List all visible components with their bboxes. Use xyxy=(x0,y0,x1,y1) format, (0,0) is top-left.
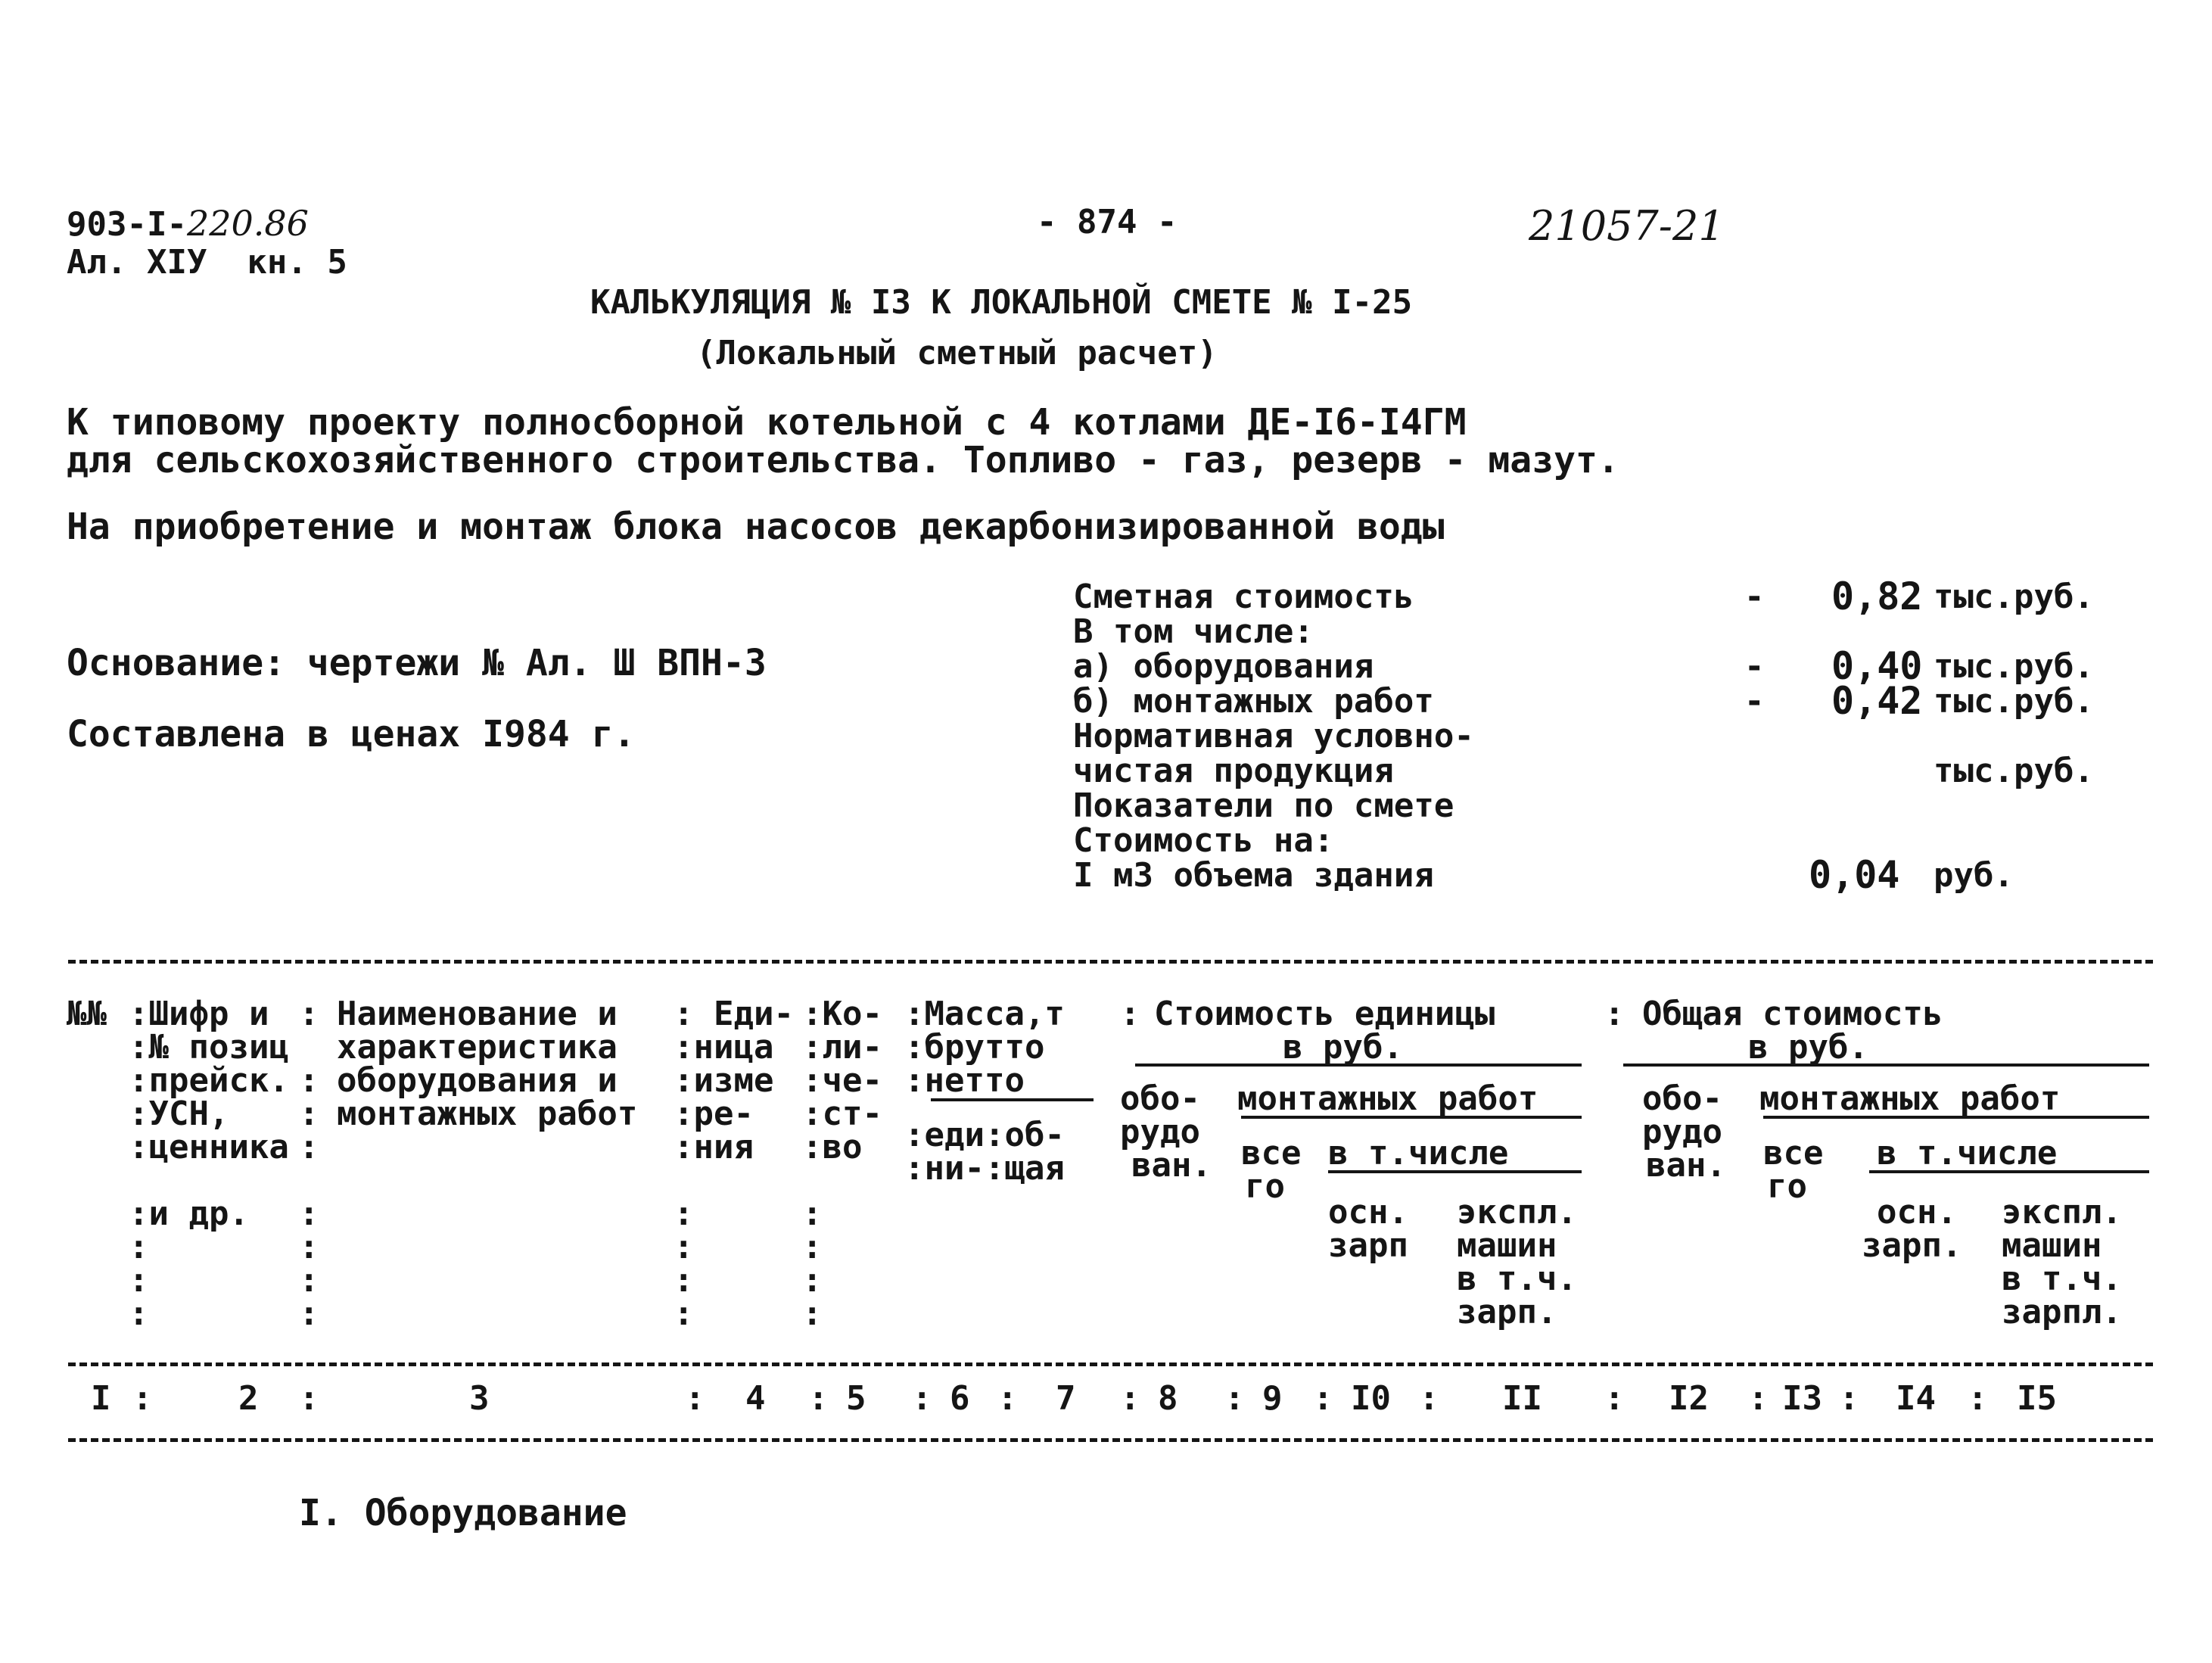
col-code-header: :УСН, xyxy=(129,1095,229,1133)
column-number: II xyxy=(1502,1379,1542,1418)
col-base-wage-header: осн. xyxy=(1328,1193,1408,1232)
document-code-prefix: 903-I- xyxy=(67,205,187,244)
col-separator: : xyxy=(1604,1379,1625,1418)
basis-line: Основание: чертежи № Ал. Ш ВПН-3 xyxy=(67,642,767,684)
column-number: 5 xyxy=(846,1379,866,1418)
col-mass-header: :нетто xyxy=(904,1061,1025,1100)
col-equip-header: обо- xyxy=(1120,1079,1200,1118)
col-unit-header: :ния xyxy=(674,1128,754,1166)
col-code-header: :Шифр и xyxy=(129,995,269,1033)
col-name-header: Наименование и xyxy=(337,995,618,1033)
summary-label: Нормативная условно- xyxy=(1073,717,1474,755)
column-number: 6 xyxy=(950,1379,970,1418)
summary-unit: тыс.руб. xyxy=(1934,647,2094,686)
summary-unit: тыс.руб. xyxy=(1934,578,2094,616)
col-incl-header: в т.числе xyxy=(1877,1134,2058,1173)
col-separator: : xyxy=(299,1294,319,1333)
col-qty-header: :ст- xyxy=(802,1095,882,1133)
unit-cost-subheader: в руб. xyxy=(1283,1028,1403,1067)
summary-label: Сметная стоимость xyxy=(1073,578,1414,616)
summary-label: б) монтажных работ xyxy=(1073,682,1434,721)
column-number: I3 xyxy=(1782,1379,1822,1418)
col-separator: : xyxy=(299,1261,319,1300)
col-qty-header: :во xyxy=(802,1128,863,1166)
summary-label: Показатели по смете xyxy=(1073,786,1454,825)
col-separator: : xyxy=(997,1379,1018,1418)
col-base-wage-header: зарп xyxy=(1328,1226,1408,1265)
document-code-handwritten: 220.86 xyxy=(186,203,309,244)
summary-value: 0,40 xyxy=(1831,644,1923,688)
col-code-header: :№ позиц xyxy=(129,1028,289,1067)
col-separator: : xyxy=(1968,1379,1988,1418)
col-separator: : xyxy=(674,1228,694,1266)
total-cost-subheader: в руб. xyxy=(1748,1028,1868,1067)
summary-label: I м3 объема здания xyxy=(1073,856,1434,895)
page-title: КАЛЬКУЛЯЦИЯ № I3 К ЛОКАЛЬНОЙ СМЕТЕ № I-25 xyxy=(590,283,1413,322)
prices-line: Составлена в ценах I984 г. xyxy=(67,713,636,755)
col-total-header: все xyxy=(1763,1134,1824,1173)
col-separator: : xyxy=(1604,995,1625,1033)
col-mass-sub-header: :ни-:щая xyxy=(904,1149,1065,1188)
col-unit-header: :ре- xyxy=(674,1095,754,1133)
col-separator: : xyxy=(299,1379,319,1418)
col-qty-header: :ли- xyxy=(802,1028,882,1067)
column-number: 7 xyxy=(1056,1379,1076,1418)
col-separator: : xyxy=(299,995,319,1033)
col-separator: : xyxy=(1120,1379,1140,1418)
summary-dash: - xyxy=(1744,578,1765,616)
column-number: I xyxy=(91,1379,111,1418)
summary-value: 0,82 xyxy=(1831,575,1923,618)
col-mount-header: монтажных работ xyxy=(1237,1079,1538,1118)
col-code-header: : xyxy=(129,1261,149,1300)
album-line: Ал. XIУ кн. 5 xyxy=(67,243,347,282)
column-number: 2 xyxy=(238,1379,259,1418)
col-separator: : xyxy=(299,1128,319,1166)
col-separator: : xyxy=(912,1379,932,1418)
col-separator: : xyxy=(1120,995,1140,1033)
total-cost-underline xyxy=(1623,1064,2149,1067)
summary-label: а) оборудования xyxy=(1073,647,1374,686)
col-separator: : xyxy=(299,1061,319,1100)
col-separator: : xyxy=(802,1228,823,1266)
col-separator: : xyxy=(132,1379,153,1418)
col-number-header: №№ xyxy=(67,995,107,1033)
unit-cost-header: Стоимость единицы xyxy=(1154,995,1495,1033)
col-machine-header: зарп. xyxy=(1457,1293,1557,1331)
column-number: 3 xyxy=(469,1379,490,1418)
col-total-header: го xyxy=(1245,1167,1285,1206)
col-qty-header: :Ко- xyxy=(802,995,882,1033)
col-unit-header: :ница xyxy=(674,1028,774,1067)
summary-dash: - xyxy=(1744,682,1765,721)
col-machine-header: экспл. xyxy=(1457,1193,1577,1232)
col-separator: : xyxy=(1419,1379,1439,1418)
mass-underline xyxy=(931,1098,1094,1101)
summary-unit: тыс.руб. xyxy=(1934,752,2094,790)
summary-value: 0,42 xyxy=(1831,679,1923,723)
col-separator: : xyxy=(1313,1379,1333,1418)
summary-label: чистая продукция xyxy=(1073,752,1394,790)
col-machine-header: в т.ч. xyxy=(2002,1260,2122,1298)
col-machine-header: экспл. xyxy=(2002,1193,2122,1232)
col-equip-header: ван. xyxy=(1131,1146,1212,1185)
project-line-1: К типовому проекту полносборной котельной с 4 котлами ДЕ-I6-I4ГМ xyxy=(67,401,1467,444)
col-mount-header: монтажных работ xyxy=(1759,1079,2061,1118)
col-code-header: : xyxy=(129,1228,149,1266)
col-machine-header: в т.ч. xyxy=(1457,1260,1577,1298)
col-unit-header: :изме xyxy=(674,1061,774,1100)
col-equip-header: обо- xyxy=(1642,1079,1722,1118)
col-total-header: го xyxy=(1767,1167,1807,1206)
column-number: I2 xyxy=(1669,1379,1709,1418)
page-number: - 874 - xyxy=(1037,203,1178,241)
col-separator: : xyxy=(1748,1379,1769,1418)
column-number: I4 xyxy=(1896,1379,1936,1418)
col-separator: : xyxy=(674,1194,694,1233)
col-incl-header: в т.числе xyxy=(1328,1134,1509,1173)
column-numbers-bottom-rule xyxy=(68,1438,2153,1442)
col-code-header: :ценника xyxy=(129,1128,289,1166)
page-subtitle: (Локальный сметный расчет) xyxy=(696,334,1218,372)
mount-underline xyxy=(1763,1116,2149,1119)
col-equip-header: ван. xyxy=(1646,1146,1726,1185)
col-name-header: монтажных работ xyxy=(337,1095,638,1133)
col-mass-header: :Масса,т xyxy=(904,995,1065,1033)
col-machine-header: машин xyxy=(2002,1226,2102,1265)
incl-underline xyxy=(1869,1170,2149,1173)
col-equip-header: рудо xyxy=(1120,1113,1200,1151)
purpose-line: На приобретение и монтаж блока насосов декарбонизированной воды xyxy=(67,506,1445,548)
section-title: I. Оборудование xyxy=(299,1492,627,1534)
col-separator: : xyxy=(802,1194,823,1233)
column-number: 8 xyxy=(1158,1379,1178,1418)
column-numbers-top-rule xyxy=(68,1362,2153,1366)
col-separator: : xyxy=(299,1228,319,1266)
col-code-header: :и др. xyxy=(129,1194,249,1233)
col-separator: : xyxy=(299,1095,319,1133)
col-separator: : xyxy=(685,1379,705,1418)
col-name-header: характеристика xyxy=(337,1028,618,1067)
document-code xyxy=(67,203,309,244)
total-cost-header: Общая стоимость xyxy=(1642,995,1943,1033)
col-separator: : xyxy=(802,1261,823,1300)
col-base-wage-header: зарп. xyxy=(1862,1226,1962,1265)
col-qty-header: :че- xyxy=(802,1061,882,1100)
summary-unit: руб. xyxy=(1934,856,2014,895)
column-number: 9 xyxy=(1262,1379,1283,1418)
col-separator: : xyxy=(802,1294,823,1333)
column-number: 4 xyxy=(745,1379,766,1418)
col-equip-header: рудо xyxy=(1642,1113,1722,1151)
col-unit-header: : Еди- xyxy=(674,995,794,1033)
col-code-header: : xyxy=(129,1294,149,1333)
project-line-2: для сельскохозяйственного строительства. Топливо - газ, резерв - мазут. xyxy=(67,439,1619,481)
summary-label: В том числе: xyxy=(1073,612,1314,651)
col-total-header: все xyxy=(1241,1134,1302,1173)
col-separator: : xyxy=(299,1194,319,1233)
mount-underline xyxy=(1241,1116,1582,1119)
col-machine-header: зарпл. xyxy=(2002,1293,2122,1331)
col-base-wage-header: осн. xyxy=(1877,1193,1957,1232)
col-separator: : xyxy=(1224,1379,1245,1418)
col-mass-sub-header: :еди:об- xyxy=(904,1116,1065,1154)
col-separator: : xyxy=(674,1294,694,1333)
column-number: I0 xyxy=(1351,1379,1391,1418)
incl-underline xyxy=(1328,1170,1582,1173)
summary-label: Стоимость на: xyxy=(1073,821,1334,860)
col-code-header: :прейск. xyxy=(129,1061,289,1100)
col-separator: : xyxy=(674,1261,694,1300)
table-top-rule xyxy=(68,960,2153,964)
summary-dash: - xyxy=(1744,647,1765,686)
col-separator: : xyxy=(808,1379,829,1418)
summary-value: 0,04 xyxy=(1809,853,1900,897)
sheet-code: 21057-21 xyxy=(1529,202,1725,250)
unit-cost-underline xyxy=(1135,1064,1582,1067)
col-machine-header: машин xyxy=(1457,1226,1557,1265)
col-separator: : xyxy=(1839,1379,1859,1418)
column-number: I5 xyxy=(2017,1379,2057,1418)
col-mass-header: :брутто xyxy=(904,1028,1045,1067)
col-name-header: оборудования и xyxy=(337,1061,618,1100)
summary-unit: тыс.руб. xyxy=(1934,682,2094,721)
